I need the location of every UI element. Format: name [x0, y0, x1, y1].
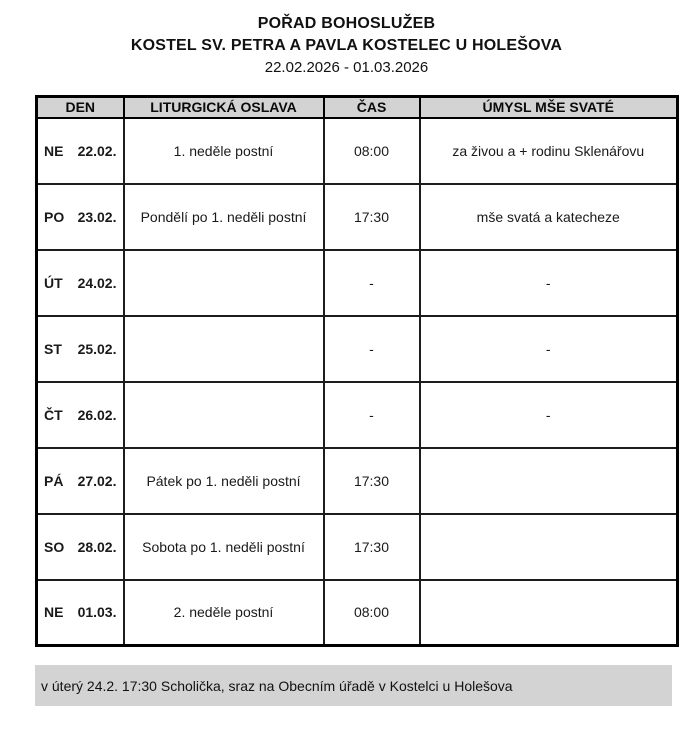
day-cell [37, 250, 124, 316]
day-date: 22.02. [77, 142, 117, 159]
table-row [37, 382, 678, 448]
table-row [37, 118, 678, 184]
day-cell [37, 448, 124, 514]
celebration-cell: 1. neděle postní [124, 118, 324, 184]
day-inner [38, 383, 123, 447]
day-inner [38, 317, 123, 381]
day-cell [37, 184, 124, 250]
day-inner [38, 185, 123, 249]
day-inner [38, 251, 123, 315]
intention-cell: mše svatá a katecheze [420, 184, 678, 250]
column-header-time: ČAS [324, 97, 420, 118]
day-abbreviation: ČT [44, 406, 63, 423]
day-date: 27.02. [77, 472, 117, 489]
table-row [37, 316, 678, 382]
time-cell: 17:30 [324, 184, 420, 250]
day-inner [38, 449, 123, 513]
time-cell: 08:00 [324, 580, 420, 646]
footer-note-text: v úterý 24.2. 17:30 Scholička, sraz na Obecním úřadě v Kostelci u Holešova [41, 677, 513, 694]
time-cell: - [324, 316, 420, 382]
day-abbreviation: NE [44, 604, 64, 621]
intention-cell: - [420, 382, 678, 448]
celebration-cell: 2. neděle postní [124, 580, 324, 646]
table-header [37, 97, 678, 118]
celebration-cell: Pátek po 1. neděli postní [124, 448, 324, 514]
time-cell: - [324, 382, 420, 448]
day-date: 01.03. [77, 604, 117, 621]
time-cell: 17:30 [324, 514, 420, 580]
column-header-day: DEN [37, 97, 124, 118]
day-inner [38, 515, 123, 579]
intention-cell: - [420, 316, 678, 382]
day-cell [37, 580, 124, 646]
intention-cell: za živou a + rodinu Sklenářovu [420, 118, 678, 184]
page-title: POŘAD BOHOSLUŽEB [257, 15, 436, 32]
day-abbreviation: SO [44, 538, 65, 555]
day-cell [37, 316, 124, 382]
celebration-cell [124, 382, 324, 448]
intention-cell: - [420, 250, 678, 316]
day-abbreviation: PO [44, 208, 65, 225]
table-row [37, 580, 678, 646]
day-inner [38, 119, 123, 183]
intention-cell [420, 580, 678, 646]
day-cell [37, 118, 124, 184]
day-date: 28.02. [77, 538, 117, 555]
schedule-table [35, 95, 679, 647]
date-range: 22.02.2026 - 01.03.2026 [264, 59, 429, 76]
intention-cell [420, 448, 678, 514]
table-row [37, 250, 678, 316]
table-body [37, 118, 678, 646]
celebration-cell: Pondělí po 1. neděli postní [124, 184, 324, 250]
day-cell [37, 382, 124, 448]
time-cell: - [324, 250, 420, 316]
table-row [37, 448, 678, 514]
day-abbreviation: NE [44, 142, 64, 159]
day-date: 26.02. [77, 406, 117, 423]
time-cell: 17:30 [324, 448, 420, 514]
day-abbreviation: ÚT [44, 274, 63, 291]
intention-cell [420, 514, 678, 580]
table-row [37, 514, 678, 580]
footer-note [35, 665, 672, 706]
church-name: KOSTEL SV. PETRA A PAVLA KOSTELEC U HOLEŠOVA [130, 37, 563, 54]
column-header-intention: ÚMYSL MŠE SVATÉ [420, 97, 678, 118]
celebration-cell [124, 250, 324, 316]
day-date: 25.02. [77, 340, 117, 357]
day-date: 23.02. [77, 208, 117, 225]
day-abbreviation: PÁ [44, 472, 64, 489]
day-cell [37, 514, 124, 580]
column-header-celebration: LITURGICKÁ OSLAVA [124, 97, 324, 118]
day-abbreviation: ST [44, 340, 62, 357]
day-date: 24.02. [77, 274, 117, 291]
table-row [37, 184, 678, 250]
celebration-cell [124, 316, 324, 382]
day-inner [38, 581, 123, 645]
document-header [0, 0, 693, 79]
celebration-cell: Sobota po 1. neděli postní [124, 514, 324, 580]
time-cell: 08:00 [324, 118, 420, 184]
header-row [37, 97, 678, 118]
